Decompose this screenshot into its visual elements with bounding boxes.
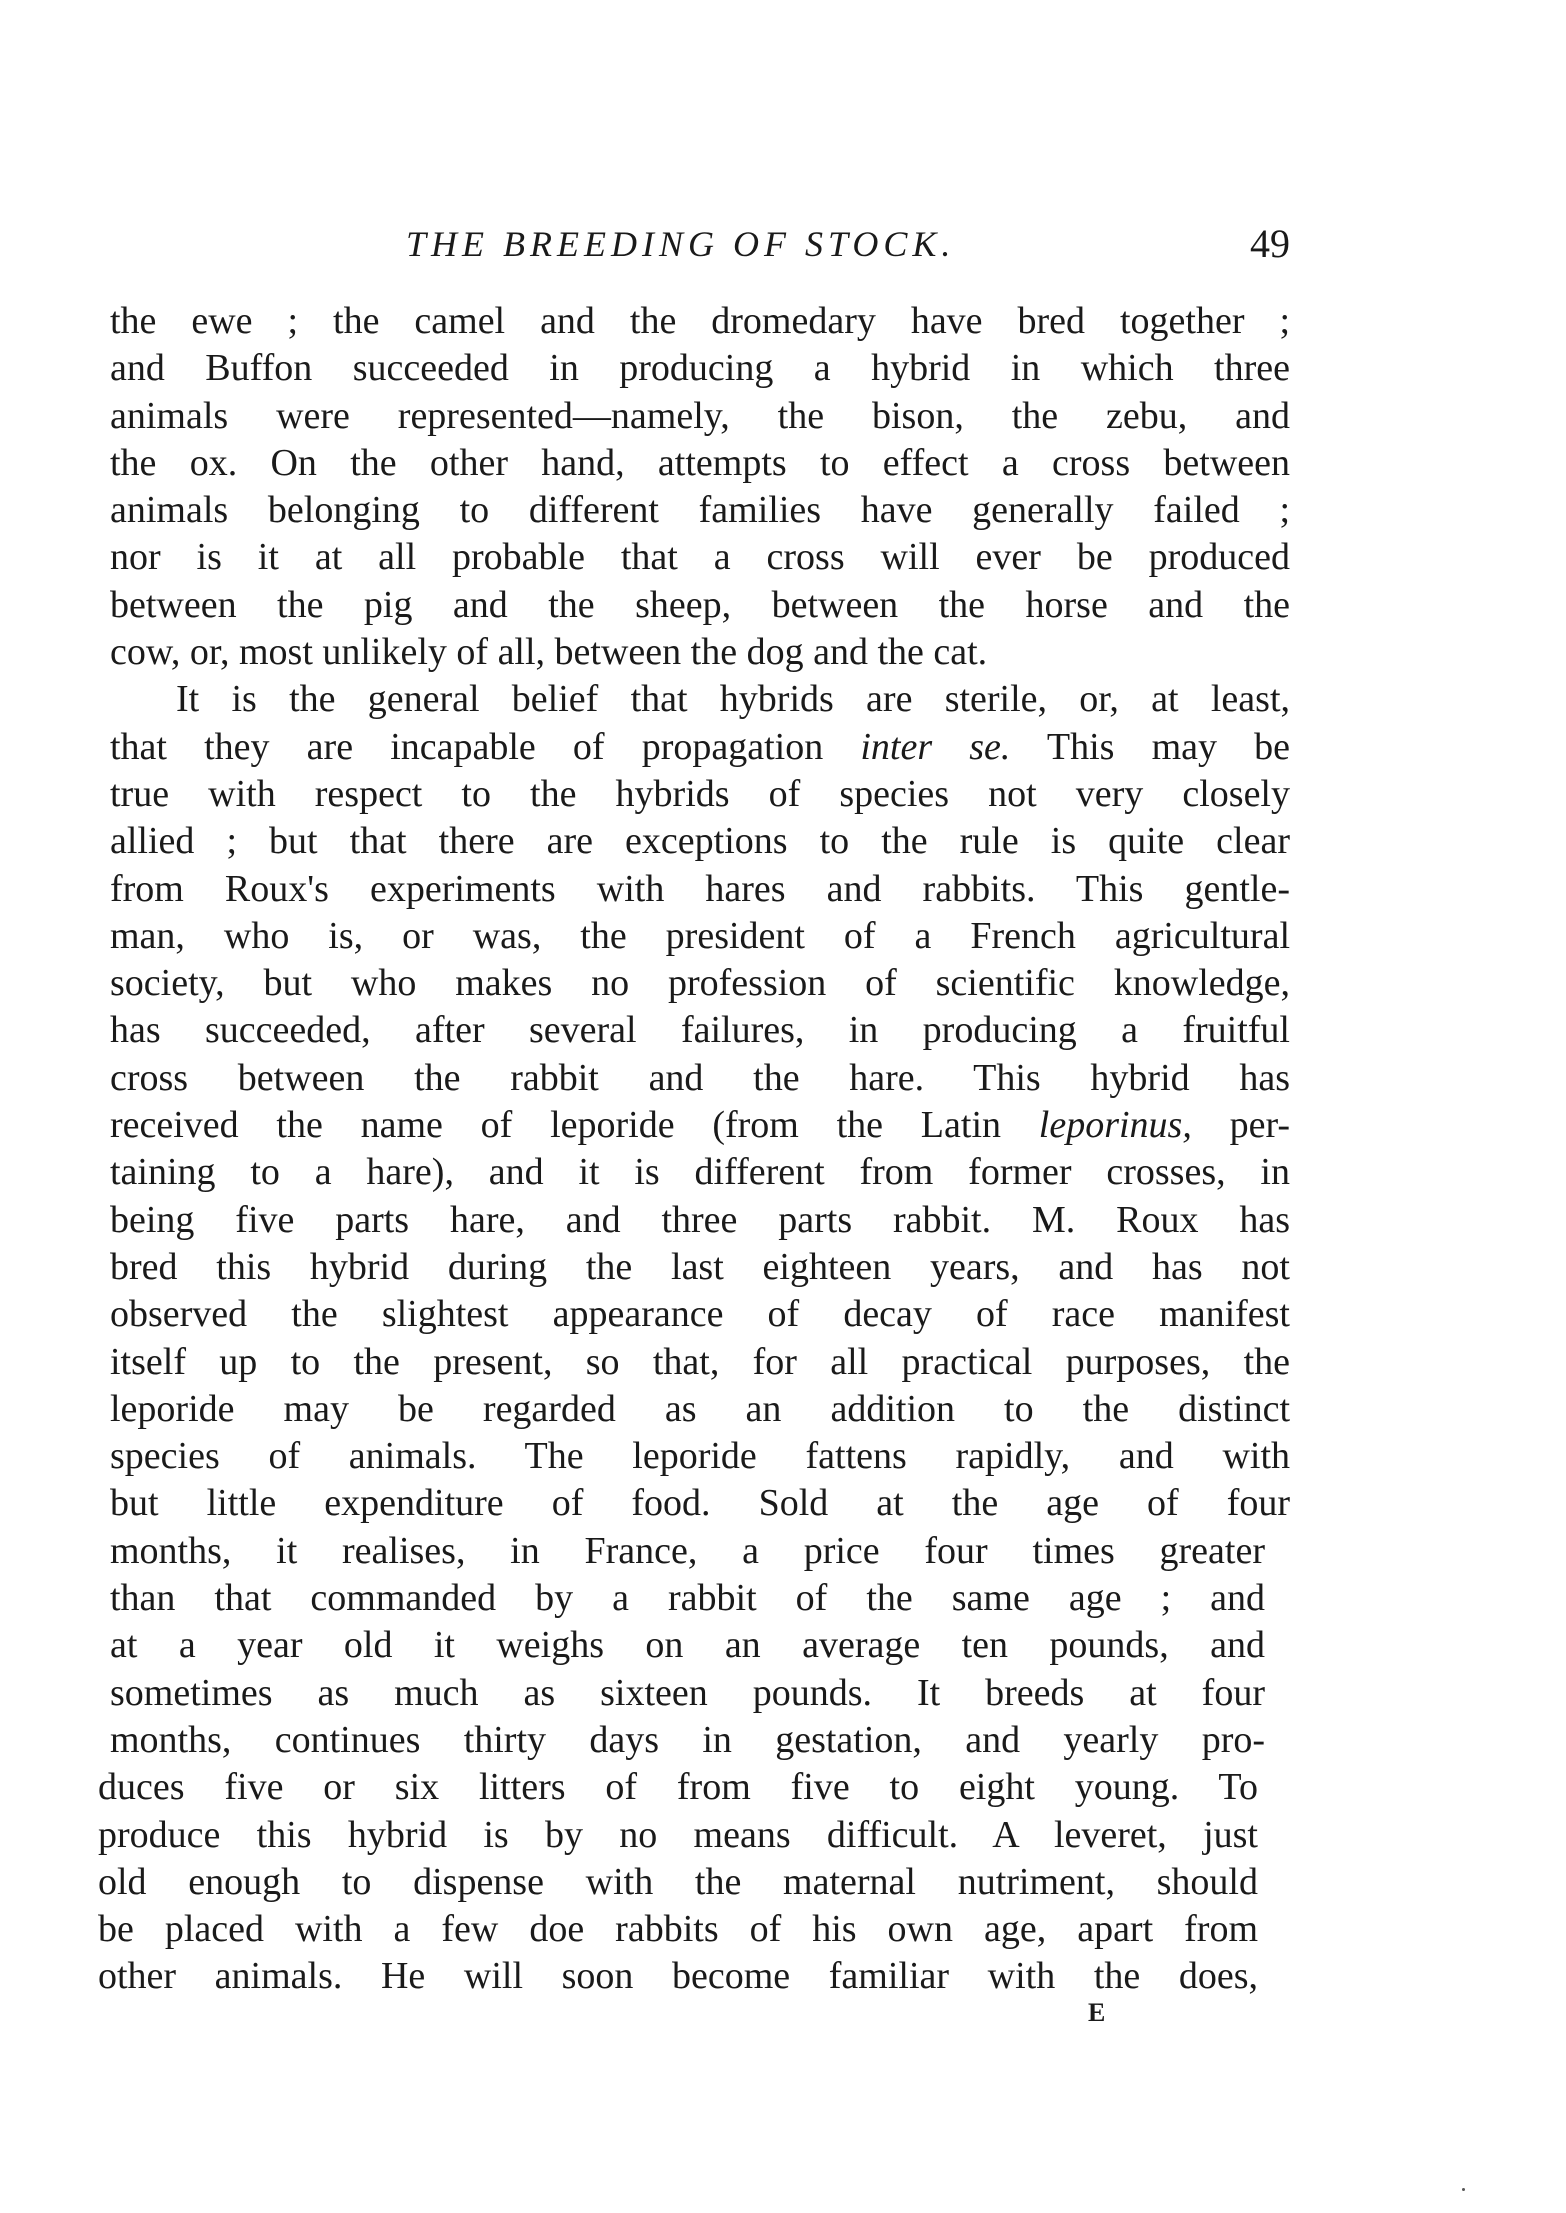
text-line-28: than that commanded by a rabbit of the same age ; and xyxy=(110,1577,1265,1620)
text-line-26: but little expenditure of food. Sold at the age of four xyxy=(110,1482,1290,1525)
text-line-7: between the pig and the sheep, between the horse and the xyxy=(110,583,1290,626)
text-line-23: itself up to the present, so that, for all practical purposes, the xyxy=(110,1340,1290,1383)
text-line-3: animals were represented—namely, the bison, the zebu, and xyxy=(110,394,1290,437)
text-line-10 xyxy=(110,724,1290,771)
text-line-24: leporide may be regarded as an addition to the distinct xyxy=(110,1387,1290,1430)
text-line-8: cow, or, most unlikely of all, between the dog and the cat. xyxy=(110,631,988,674)
text-line-36: other animals. He will soon become familiar with the does, xyxy=(98,1955,1258,1998)
text-line-30: sometimes as much as sixteen pounds. It breeds at four xyxy=(110,1671,1265,1714)
running-title: THE BREEDING OF STOCK. xyxy=(406,224,956,264)
text-line-10-end: This may be xyxy=(1010,725,1290,768)
body-text xyxy=(98,298,1290,2001)
text-line-25: species of animals. The leporide fattens rapidly, and with xyxy=(110,1435,1290,1478)
text-line-32: duces five or six litters of from five to eight young. To xyxy=(98,1766,1258,1809)
text-line-9: It is the general belief that hybrids are sterile, or, at least, xyxy=(176,678,1290,721)
text-line-20: being five parts hare, and three parts rabbit. M. Roux has xyxy=(110,1198,1290,1241)
running-head xyxy=(110,214,1290,274)
italic-phrase-leporinus: leporinus, xyxy=(1038,1104,1192,1147)
text-line-34: old enough to dispense with the maternal nutriment, should xyxy=(98,1860,1258,1903)
text-line-35: be placed with a few doe rabbits of his own age, apart from xyxy=(98,1908,1258,1951)
text-line-6: nor is it at all probable that a cross will ever be produced xyxy=(110,536,1290,579)
text-line-17: cross between the rabbit and the hare. This hybrid has xyxy=(110,1056,1290,1099)
text-line-5: animals belonging to different families have generally failed ; xyxy=(110,489,1290,532)
text-line-16: has succeeded, after several failures, in producing a fruitful xyxy=(110,1009,1290,1052)
italic-phrase-inter-se: inter se. xyxy=(860,725,1011,768)
text-line-13: from Roux's experiments with hares and rabbits. This gentle- xyxy=(110,867,1290,910)
page-number: 49 xyxy=(1250,221,1290,266)
text-line-19: taining to a hare), and it is different from former crosses, in xyxy=(110,1151,1290,1194)
text-line-22: observed the slightest appearance of decay of race manifest xyxy=(110,1293,1290,1336)
text-line-2: and Buffon succeeded in producing a hybrid in which three xyxy=(110,347,1290,390)
text-line-4: the ox. On the other hand, attempts to effect a cross between xyxy=(110,441,1290,484)
signature-mark: E xyxy=(1088,1998,1107,2027)
text-line-27: months, it realises, in France, a price four times greater xyxy=(110,1529,1265,1572)
text-line-15: society, but who makes no profession of scientific knowledge, xyxy=(110,962,1290,1005)
text-line-31: months, continues thirty days in gestation, and yearly pro- xyxy=(110,1718,1265,1761)
text-line-1: the ewe ; the camel and the dromedary have bred together ; xyxy=(110,300,1290,342)
text-line-18-start: received the name of leporide (from the Latin xyxy=(110,1104,1039,1147)
text-line-11: true with respect to the hybrids of species not very closely xyxy=(110,772,1290,815)
text-line-14: man, who is, or was, the president of a French agricultural xyxy=(110,914,1290,957)
text-line-18 xyxy=(110,1102,1290,1149)
text-line-18-end: per- xyxy=(1191,1104,1290,1147)
text-line-33: produce this hybrid is by no means difficult. A leveret, just xyxy=(98,1813,1258,1856)
text-line-21: bred this hybrid during the last eighteen years, and has not xyxy=(110,1245,1290,1288)
text-line-12: allied ; but that there are exceptions to the rule is quite clear xyxy=(110,820,1290,863)
text-line-29: at a year old it weighs on an average ten pounds, and xyxy=(110,1624,1265,1667)
stray-ink-dot xyxy=(1462,2188,1465,2191)
text-line-10-start: that they are incapable of propagation xyxy=(110,725,861,768)
